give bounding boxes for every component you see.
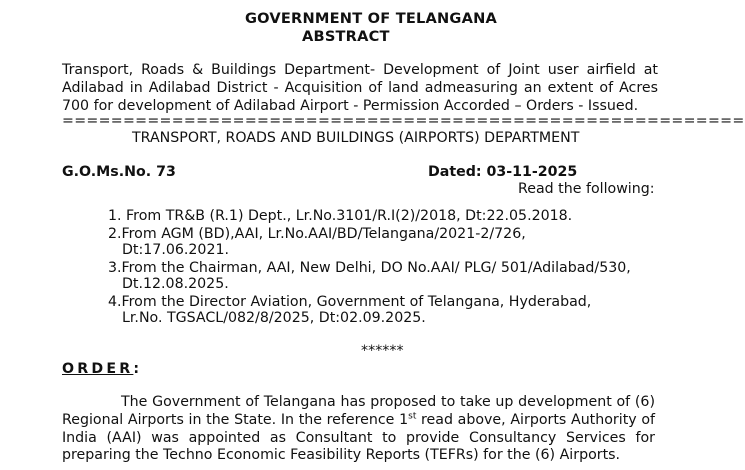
order-paragraph-line-2	[62, 411, 655, 429]
order-paragraph-line-4: preparing the Techno Economic Feasibility Reports (TEFRs) for the (6) Airports.	[62, 447, 621, 463]
subject-line-1: Transport, Roads & Buildings Department- Development of Joint user airfield at	[62, 62, 658, 78]
reference-2: 2.From AGM (BD),AAI, Lr.No.AAI/BD/Telangana/2021-2/726,	[108, 226, 526, 242]
department-heading: TRANSPORT, ROADS AND BUILDINGS (AIRPORTS) DEPARTMENT	[132, 130, 580, 146]
order-paragraph-line-3: India (AAI) was appointed as Consultant to provide Consultancy Services for	[62, 430, 655, 446]
order-heading-row	[62, 360, 139, 378]
ordinal-suffix: st	[408, 411, 417, 422]
reference-3-date: Dt.12.08.2025.	[122, 276, 229, 292]
order-colon: :	[133, 361, 140, 377]
order-heading: ORDER	[62, 361, 134, 377]
order-paragraph-line-1: The Government of Telangana has proposed to take up development of (6)	[121, 394, 655, 410]
government-heading: GOVERNMENT OF TELANGANA	[245, 10, 498, 27]
reference-4-lr: Lr.No. TGSACL/082/8/2025, Dt:02.09.2025.	[122, 310, 426, 326]
order-line-2-start: Regional Airports in the State. In the reference 1	[62, 412, 409, 428]
reference-1: 1. From TR&B (R.1) Dept., Lr.No.3101/R.I(2)/2018, Dt:22.05.2018.	[108, 208, 573, 224]
subject-line-2: Adilabad in Adilabad District - Acquisition of land admeasuring an extent of Acres	[62, 80, 658, 96]
reference-3: 3.From the Chairman, AAI, New Delhi, DO No.AAI/ PLG/ 501/Adilabad/530,	[108, 260, 631, 276]
reference-2-date: Dt:17.06.2021.	[122, 242, 230, 258]
abstract-heading: ABSTRACT	[302, 28, 390, 45]
read-following-label: Read the following:	[518, 181, 655, 197]
stars-divider: ******	[361, 343, 404, 359]
reference-4: 4.From the Director Aviation, Government of Telangana, Hyderabad,	[108, 294, 592, 310]
go-date: Dated: 03-11-2025	[428, 164, 578, 180]
order-line-2-end: read above, Airports Authority of	[416, 412, 656, 428]
separator-line: ========================================================	[62, 113, 745, 129]
go-number: G.O.Ms.No. 73	[62, 164, 176, 180]
subject-line-3: 700 for development of Adilabad Airport - Permission Accorded – Orders - Issued.	[62, 98, 639, 114]
